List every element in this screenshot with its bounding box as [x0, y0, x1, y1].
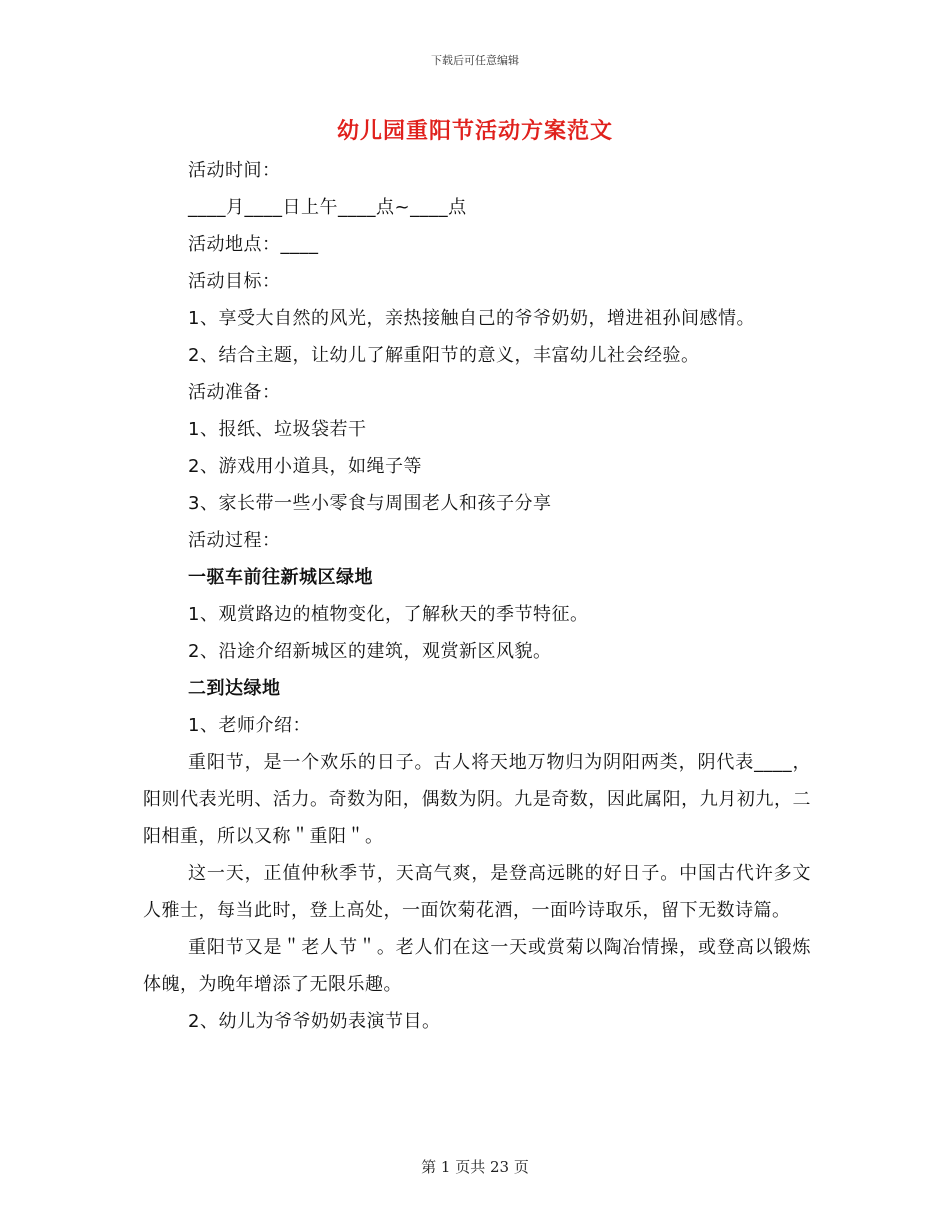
- activity-time-label: 活动时间：: [188, 160, 281, 181]
- document-title: 幼儿园重阳节活动方案范文: [336, 119, 613, 144]
- prep-item-1: 1、报纸、垃圾袋若干: [188, 419, 367, 440]
- goal-item-1: 1、享受大自然的风光，亲热接触自己的爷爷奶奶，增进祖孙间感情。: [188, 308, 755, 329]
- paragraph-3: 重阳节又是＂老人节＂。老人们在这一天或赏菊以陶冶情操，或登高以锻炼体魄，为晚年增添了无限乐趣。: [143, 937, 811, 995]
- activity-place: 活动地点：____: [188, 234, 319, 255]
- activity-time-value: ____月____日上午____点~____点: [188, 197, 467, 218]
- prep-item-3: 3、家长带一些小零食与周围老人和孩子分享: [188, 493, 552, 514]
- activity-process-label: 活动过程：: [188, 530, 281, 551]
- activity-prep-label: 活动准备：: [188, 382, 281, 403]
- paragraph-1: 重阳节，是一个欢乐的日子。古人将天地万物归为阴阳两类，阴代表____，阳则代表光明、活力。奇数为阳，偶数为阴。九是奇数，因此属阳，九月初九，二阳相重，所以又称＂重阳＂。: [143, 752, 811, 847]
- step-1-item-2: 2、沿途介绍新城区的建筑，观赏新区风貌。: [188, 641, 552, 662]
- paragraph-2: 这一天，正值仲秋季节，天高气爽，是登高远眺的好日子。中国古代许多文人雅士，每当此时，登上高处，一面饮菊花酒，一面吟诗取乐，留下无数诗篇。: [143, 863, 811, 921]
- page-header-note: 下载后可任意编辑: [431, 54, 519, 67]
- step-1-heading: 一驱车前往新城区绿地: [188, 567, 373, 588]
- document-body: [143, 152, 811, 1040]
- step-1-item-1: 1、观赏路边的植物变化，了解秋天的季节特征。: [188, 604, 589, 625]
- goal-item-2: 2、结合主题，让幼儿了解重阳节的意义，丰富幼儿社会经验。: [188, 345, 700, 366]
- step-2-item-2: 2、幼儿为爷爷奶奶表演节目。: [188, 1011, 441, 1032]
- step-2-item-1: 1、老师介绍：: [188, 715, 311, 736]
- step-2-heading: 二到达绿地: [188, 678, 281, 699]
- prep-item-2: 2、游戏用小道具，如绳子等: [188, 456, 422, 477]
- page-number: 第 1 页共 23 页: [421, 1158, 529, 1176]
- activity-goal-label: 活动目标：: [188, 271, 281, 292]
